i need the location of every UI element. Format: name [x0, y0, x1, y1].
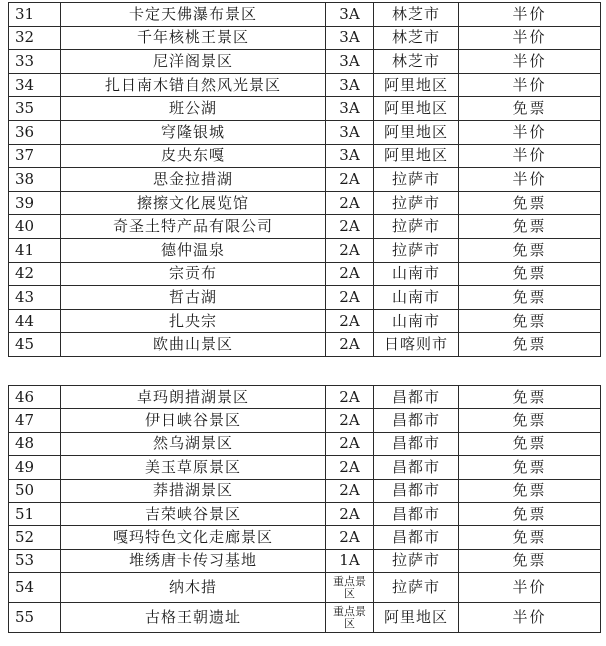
- grade-level-cell: 2A: [326, 333, 374, 357]
- scenic-area-name-cell: 堆绣唐卡传习基地: [61, 549, 326, 572]
- serial-number-cell: 52: [9, 526, 61, 549]
- scenic-area-name-cell: 欧曲山景区: [61, 333, 326, 357]
- serial-number-cell: 40: [9, 215, 61, 239]
- ticket-policy-cell: 半价: [459, 50, 601, 74]
- grade-level-cell: 2A: [326, 456, 374, 479]
- serial-number-cell: 49: [9, 456, 61, 479]
- grade-level-cell: 2A: [326, 386, 374, 409]
- grade-level-cell: 3A: [326, 3, 374, 27]
- ticket-policy-cell: 免票: [459, 409, 601, 432]
- location-cell: 林芝市: [374, 50, 459, 74]
- location-cell: 林芝市: [374, 3, 459, 27]
- table-row: [9, 73, 601, 97]
- ticket-policy-cell: 免票: [459, 502, 601, 525]
- scenic-area-name-cell: 扎日南木错自然风光景区: [61, 73, 326, 97]
- table-row: [9, 409, 601, 432]
- grade-level-text: 重点景区: [333, 604, 366, 630]
- serial-number-cell: 41: [9, 238, 61, 262]
- table-row: [9, 386, 601, 409]
- location-cell: 阿里地区: [374, 120, 459, 144]
- location-cell: 昌都市: [374, 386, 459, 409]
- scenic-area-name-cell: 莽措湖景区: [61, 479, 326, 502]
- serial-number-cell: 48: [9, 432, 61, 455]
- serial-number-cell: 32: [9, 26, 61, 50]
- location-cell: 昌都市: [374, 526, 459, 549]
- grade-level-cell: 2A: [326, 502, 374, 525]
- location-cell: 拉萨市: [374, 168, 459, 192]
- table-row: [9, 144, 601, 168]
- scenic-area-name-cell: 哲古湖: [61, 286, 326, 310]
- table-row: [9, 215, 601, 239]
- serial-number-cell: 34: [9, 73, 61, 97]
- table-row: [9, 120, 601, 144]
- scenic-area-name-cell: 古格王朝遗址: [61, 603, 326, 633]
- grade-level-cell: 2A: [326, 191, 374, 215]
- serial-number-cell: 42: [9, 262, 61, 286]
- grade-level-cell: 2A: [326, 286, 374, 310]
- ticket-policy-cell: 免票: [459, 333, 601, 357]
- scenic-area-name-cell: 班公湖: [61, 97, 326, 121]
- serial-number-cell: 51: [9, 502, 61, 525]
- table-row: [9, 432, 601, 455]
- grade-level-cell: 2A: [326, 309, 374, 333]
- grade-level-cell: [326, 573, 374, 603]
- grade-level-cell: [326, 603, 374, 633]
- ticket-policy-cell: 免票: [459, 286, 601, 310]
- table-row: [9, 50, 601, 74]
- serial-number-cell: 44: [9, 309, 61, 333]
- location-cell: 阿里地区: [374, 603, 459, 633]
- ticket-policy-cell: 免票: [459, 432, 601, 455]
- table-row: [9, 286, 601, 310]
- ticket-policy-cell: 半价: [459, 120, 601, 144]
- location-cell: 林芝市: [374, 26, 459, 50]
- location-cell: 拉萨市: [374, 191, 459, 215]
- table-row: [9, 97, 601, 121]
- grade-level-cell: 3A: [326, 26, 374, 50]
- scenic-area-name-cell: 宗贡布: [61, 262, 326, 286]
- grade-level-cell: 2A: [326, 526, 374, 549]
- serial-number-cell: 38: [9, 168, 61, 192]
- location-cell: 昌都市: [374, 409, 459, 432]
- location-cell: 拉萨市: [374, 549, 459, 572]
- table-row: [9, 309, 601, 333]
- scenic-area-name-cell: 伊日峡谷景区: [61, 409, 326, 432]
- ticket-policy-cell: 免票: [459, 191, 601, 215]
- serial-number-cell: 37: [9, 144, 61, 168]
- serial-number-cell: 45: [9, 333, 61, 357]
- serial-number-cell: 47: [9, 409, 61, 432]
- location-cell: 山南市: [374, 262, 459, 286]
- location-cell: 阿里地区: [374, 97, 459, 121]
- table-row: [9, 3, 601, 27]
- serial-number-cell: 35: [9, 97, 61, 121]
- location-cell: 昌都市: [374, 456, 459, 479]
- location-cell: 山南市: [374, 286, 459, 310]
- scenic-area-name-cell: 嘎玛特色文化走廊景区: [61, 526, 326, 549]
- grade-level-text: 重点景区: [333, 574, 366, 600]
- scenic-area-name-cell: 纳木措: [61, 573, 326, 603]
- table-row: [9, 526, 601, 549]
- table-row: [9, 168, 601, 192]
- serial-number-cell: 55: [9, 603, 61, 633]
- ticket-policy-cell: 免票: [459, 309, 601, 333]
- scenic-area-name-cell: 扎央宗: [61, 309, 326, 333]
- location-cell: 拉萨市: [374, 215, 459, 239]
- scenic-area-name-cell: 德仲温泉: [61, 238, 326, 262]
- location-cell: 拉萨市: [374, 573, 459, 603]
- ticket-policy-cell: 免票: [459, 386, 601, 409]
- table-row: [9, 573, 601, 603]
- scenic-area-name-cell: 穹隆银城: [61, 120, 326, 144]
- ticket-policy-cell: 免票: [459, 456, 601, 479]
- grade-level-cell: 2A: [326, 479, 374, 502]
- scenic-area-name-cell: 美玉草原景区: [61, 456, 326, 479]
- grade-level-cell: 2A: [326, 409, 374, 432]
- table-row: [9, 603, 601, 633]
- serial-number-cell: 50: [9, 479, 61, 502]
- table-row: [9, 191, 601, 215]
- serial-number-cell: 36: [9, 120, 61, 144]
- location-cell: 阿里地区: [374, 144, 459, 168]
- scenic-area-table-part-1: [8, 2, 601, 357]
- grade-level-cell: 2A: [326, 168, 374, 192]
- table-row: [9, 333, 601, 357]
- table-row: [9, 26, 601, 50]
- scenic-area-name-cell: 卓玛朗措湖景区: [61, 386, 326, 409]
- grade-level-cell: 2A: [326, 432, 374, 455]
- serial-number-cell: 33: [9, 50, 61, 74]
- grade-level-cell: 3A: [326, 97, 374, 121]
- scenic-area-name-cell: 皮央东嘎: [61, 144, 326, 168]
- location-cell: 日喀则市: [374, 333, 459, 357]
- serial-number-cell: 43: [9, 286, 61, 310]
- location-cell: 山南市: [374, 309, 459, 333]
- ticket-policy-cell: 半价: [459, 26, 601, 50]
- scenic-area-name-cell: 千年核桃王景区: [61, 26, 326, 50]
- grade-level-cell: 1A: [326, 549, 374, 572]
- grade-level-cell: 2A: [326, 238, 374, 262]
- ticket-policy-cell: 免票: [459, 238, 601, 262]
- ticket-policy-cell: 半价: [459, 3, 601, 27]
- ticket-policy-cell: 半价: [459, 144, 601, 168]
- location-cell: 昌都市: [374, 432, 459, 455]
- ticket-policy-cell: 免票: [459, 479, 601, 502]
- table-row: [9, 238, 601, 262]
- serial-number-cell: 53: [9, 549, 61, 572]
- location-cell: 拉萨市: [374, 238, 459, 262]
- ticket-policy-cell: 半价: [459, 73, 601, 97]
- grade-level-cell: 2A: [326, 215, 374, 239]
- grade-level-cell: 3A: [326, 73, 374, 97]
- ticket-policy-cell: 免票: [459, 215, 601, 239]
- serial-number-cell: 31: [9, 3, 61, 27]
- table-row: [9, 262, 601, 286]
- serial-number-cell: 46: [9, 386, 61, 409]
- ticket-policy-cell: 半价: [459, 603, 601, 633]
- scenic-area-name-cell: 擦擦文化展览馆: [61, 191, 326, 215]
- scenic-area-name-cell: 奇圣土特产品有限公司: [61, 215, 326, 239]
- scenic-area-name-cell: 卡定天佛瀑布景区: [61, 3, 326, 27]
- serial-number-cell: 54: [9, 573, 61, 603]
- location-cell: 昌都市: [374, 479, 459, 502]
- ticket-policy-cell: 免票: [459, 262, 601, 286]
- grade-level-cell: 3A: [326, 120, 374, 144]
- grade-level-cell: 2A: [326, 262, 374, 286]
- scenic-area-name-cell: 思金拉措湖: [61, 168, 326, 192]
- table-row: [9, 549, 601, 572]
- ticket-policy-cell: 免票: [459, 97, 601, 121]
- scenic-area-name-cell: 吉荣峡谷景区: [61, 502, 326, 525]
- location-cell: 昌都市: [374, 502, 459, 525]
- ticket-policy-cell: 半价: [459, 168, 601, 192]
- ticket-policy-cell: 半价: [459, 573, 601, 603]
- table-row: [9, 479, 601, 502]
- table-row: [9, 456, 601, 479]
- grade-level-cell: 3A: [326, 50, 374, 74]
- scenic-area-name-cell: 尼洋阁景区: [61, 50, 326, 74]
- ticket-policy-cell: 免票: [459, 526, 601, 549]
- scenic-area-table-part-2: [8, 385, 601, 633]
- location-cell: 阿里地区: [374, 73, 459, 97]
- serial-number-cell: 39: [9, 191, 61, 215]
- ticket-policy-cell: 免票: [459, 549, 601, 572]
- grade-level-cell: 3A: [326, 144, 374, 168]
- table-row: [9, 502, 601, 525]
- scenic-area-name-cell: 然乌湖景区: [61, 432, 326, 455]
